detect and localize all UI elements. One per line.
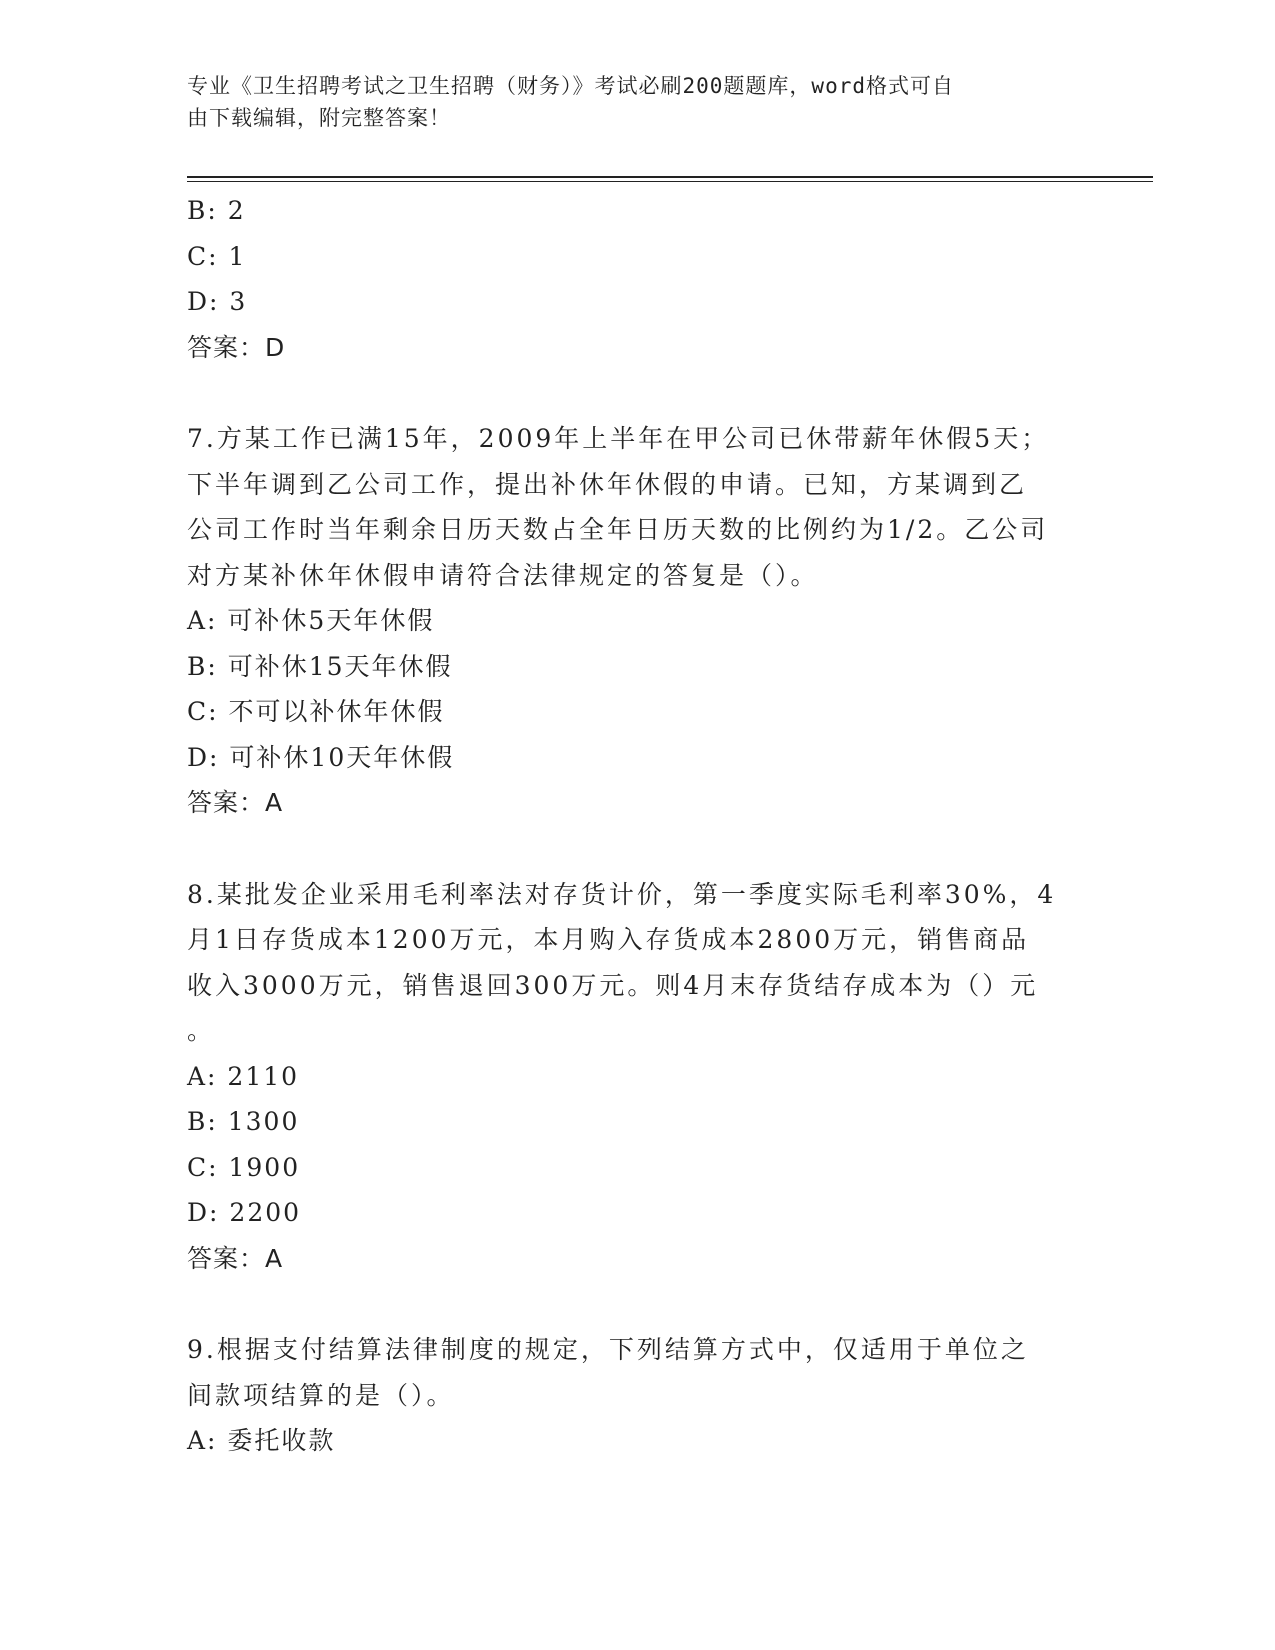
question-stem-line: 下半年调到乙公司工作，提出补休年休假的申请。已知，方某调到乙 [187, 469, 1028, 499]
page-header [187, 70, 1047, 134]
header-line-1: 专业《卫生招聘考试之卫生招聘（财务）》考试必刷200题题库，word格式可自 [187, 74, 954, 98]
answer: 答案：D [187, 332, 286, 362]
question-8 [187, 872, 1087, 1282]
question-stem-line: 间款项结算的是（）。 [187, 1380, 455, 1410]
option-b: B: 2 [187, 196, 246, 225]
option-d: D: 3 [187, 287, 248, 316]
option-c: C: 1 [187, 241, 247, 271]
question-stem-line: 。 [187, 1016, 216, 1045]
option-a: A: 委托收款 [187, 1426, 336, 1455]
option-a: A: 2110 [187, 1061, 300, 1091]
spacer [187, 826, 1087, 872]
option-d: D: 2200 [187, 1198, 302, 1227]
option-c: C: 1900 [187, 1152, 301, 1182]
header-rule [187, 176, 1153, 178]
header-rule-secondary [187, 181, 1153, 182]
question-stem-line: 8.某批发企业采用毛利率法对存货计价，第一季度实际毛利率30%，4 [187, 879, 1057, 909]
question-6-tail [187, 188, 1087, 370]
question-stem-line: 对方某补休年休假申请符合法律规定的答复是（）。 [187, 560, 819, 590]
question-stem-line: 月1日存货成本1200万元，本月购入存货成本2800万元，销售商品 [187, 925, 1030, 954]
header-line-2: 由下载编辑，附完整答案！ [187, 106, 451, 130]
question-9 [187, 1327, 1087, 1464]
question-stem-line: 公司工作时当年剩余日历天数占全年日历天数的比例约为1/2。乙公司 [187, 515, 1049, 544]
answer: 答案：A [187, 1243, 284, 1273]
question-stem-line: 9.根据支付结算法律制度的规定，下列结算方式中，仅适用于单位之 [187, 1335, 1029, 1364]
option-d: D: 可补休10天年休假 [187, 742, 455, 772]
answer: 答案：A [187, 788, 284, 817]
question-content [187, 188, 1087, 1464]
question-stem-line: 7.方某工作已满15年，2009年上半年在甲公司已休带薪年休假5天； [187, 424, 1050, 453]
question-7 [187, 416, 1087, 826]
question-stem-line: 收入3000万元，销售退回300万元。则4月末存货结存成本为（）元 [187, 970, 1039, 1000]
spacer [187, 1281, 1087, 1327]
option-a: A: 可补休5天年休假 [187, 606, 435, 635]
spacer [187, 370, 1087, 416]
option-c: C: 不可以补休年休假 [187, 697, 445, 726]
option-b: B: 可补休15天年休假 [187, 651, 453, 681]
option-b: B: 1300 [187, 1107, 300, 1136]
